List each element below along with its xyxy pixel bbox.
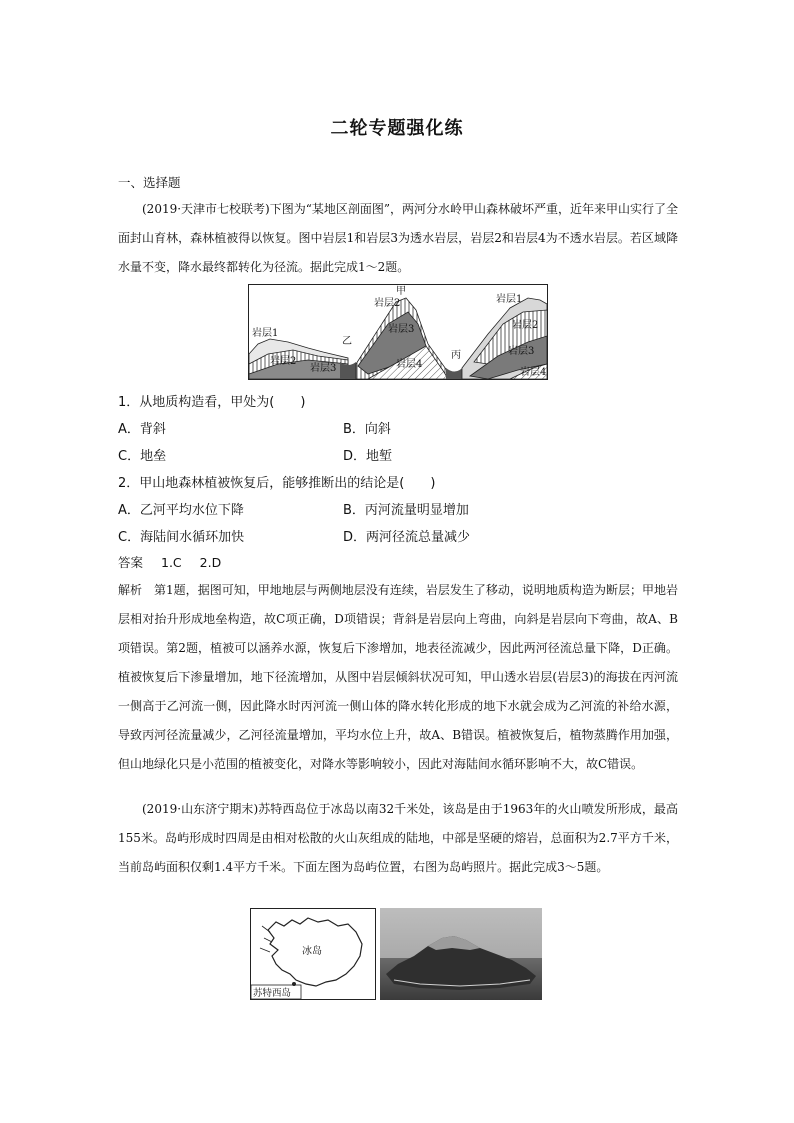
island-location-map — [250, 908, 376, 1004]
q1-option-a: A．背斜 — [118, 422, 166, 437]
page-title: 二轮专题强化练 — [330, 118, 464, 139]
q2-option-d: D．两河径流总量减少 — [343, 530, 471, 545]
passage-1: (2019·天津市七校联考)下图为“某地区剖面图”，两河分水岭甲山森林破坏严重，近年来甲山实行了全面封山育林，森林植被得以恢复。图中岩层1和岩层3为透水岩层，岩层2和岩层4为不透水岩层。若区域降水量不变，降水最终都转化为径流。据此完成1～2题。 — [118, 202, 678, 274]
label-yi: 乙 — [342, 336, 352, 347]
surtsey-marker — [292, 982, 296, 986]
island-photo — [380, 908, 542, 1004]
answer-line — [118, 553, 221, 571]
q1-option-b: B．向斜 — [343, 422, 391, 437]
label-right-layer3: 岩层3 — [508, 346, 535, 357]
map-label-iceland: 冰岛 — [302, 946, 322, 957]
label-jia: 甲 — [396, 286, 406, 297]
label-right-layer1: 岩层1 — [496, 294, 523, 305]
question-1-stem: 1．从地质构造看，甲处为( ) — [118, 395, 306, 410]
q2-option-b: B．丙河流量明显增加 — [343, 503, 469, 518]
label-right-layer2: 岩层2 — [512, 320, 539, 331]
q2-option-a: A．乙河平均水位下降 — [118, 503, 244, 518]
label-peak-layer3: 岩层3 — [388, 324, 415, 335]
analysis-text: 解析 第1题，据图可知，甲地地层与两侧地层没有连续，岩层发生了移动，说明地质构造为断层；甲地岩层相对抬升形成地垒构造，故C项正确，D项错误；背斜是岩层向上弯曲，向斜是岩层向下弯曲，故A、B项错误。第2题，植被可以涵养水源，恢复后下渗增加，地表径流减少，因此两河径流总量下降，D正确。植被恢复后下渗量增加，地下径流增加，从图中岩层倾斜状况可知，甲山透水岩层(岩层3)的海拔在丙河流一侧高于乙河流一侧，因此降水时丙河流一侧山体的降水转化形成的地下水就会成为乙河流的补给水源，导致丙河径流量减少，乙河径流量增加，平均水位上升，故A、B错误。植被恢复后，植物蒸腾作用加强，但山地绿化只是小范围的植被变化，对降水等影响较小，因此对海陆间水循环影响不大，故C错误。 — [118, 583, 678, 771]
label-left-layer3: 岩层3 — [310, 363, 337, 374]
label-left-layer1: 岩层1 — [252, 328, 279, 339]
label-peak-layer4: 岩层4 — [396, 359, 423, 370]
map-label-surtsey: 苏特西岛 — [253, 988, 292, 999]
passage-2: (2019·山东济宁期末)苏特西岛位于冰岛以南32千米处，该岛是由于1963年的火山喷发所形成，最高155米。岛屿形成时四周是由相对松散的火山灰组成的陆地，中部是坚硬的熔岩，总面积为2.7平方千米，当前岛屿面积仅剩1.4平方千米。下面左图为岛屿位置，右图为岛屿照片。据此完成3～5题。 — [118, 802, 678, 874]
question-2-stem: 2．甲山地森林植被恢复后，能够推断出的结论是( ) — [118, 476, 436, 491]
q2-option-c: C．海陆间水循环加快 — [118, 530, 245, 545]
q1-option-c: C．地垒 — [118, 449, 167, 464]
section-heading: 一、选择题 — [118, 175, 181, 190]
answer-1: 1.C — [161, 555, 182, 570]
q1-option-d: D．地堑 — [343, 449, 393, 464]
answer-2: 2.D — [199, 555, 222, 570]
answer-label: 答案 — [118, 555, 144, 570]
label-right-layer4: 岩层4 — [520, 367, 547, 378]
label-left-layer2: 岩层2 — [270, 356, 297, 367]
cross-section-figure — [248, 284, 548, 384]
label-bing: 丙 — [451, 350, 461, 361]
label-peak-layer2: 岩层2 — [374, 298, 401, 309]
